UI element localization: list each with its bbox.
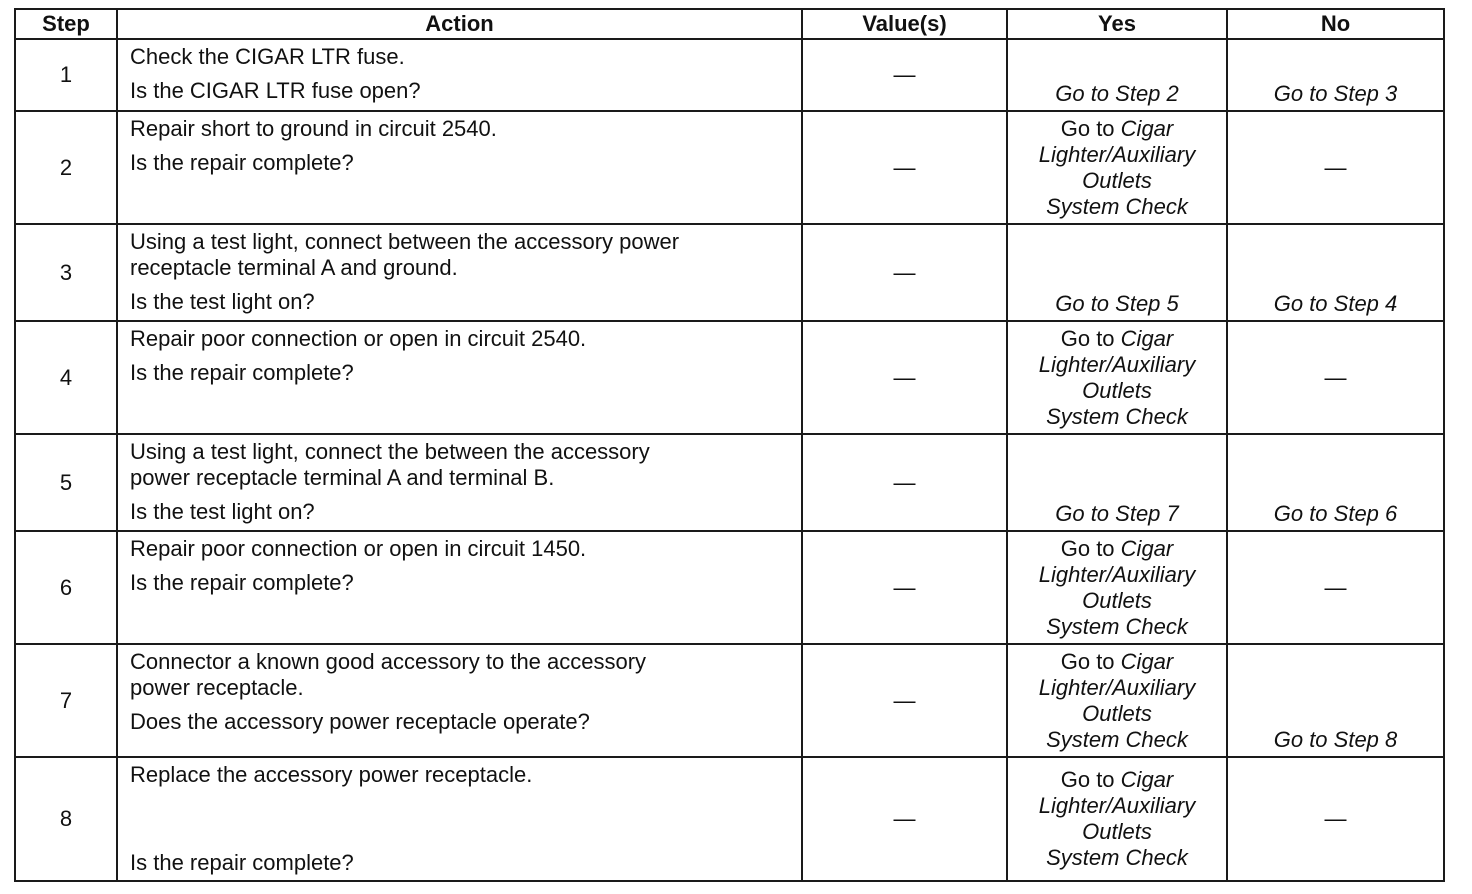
action-question: Is the repair complete? bbox=[130, 150, 354, 175]
action-text: Repair short to ground in circuit 2540. bbox=[130, 116, 497, 141]
check-line-4: System Check bbox=[1046, 845, 1188, 870]
value-cell: — bbox=[802, 224, 1007, 321]
check-line-2: Lighter/Auxiliary bbox=[1038, 141, 1196, 167]
no-cell: — bbox=[1227, 757, 1444, 881]
cigar-word: Cigar bbox=[1120, 767, 1174, 792]
no-cell: — bbox=[1227, 321, 1444, 434]
step-number: 5 bbox=[15, 434, 117, 531]
step-number: 7 bbox=[15, 644, 117, 757]
no-cell bbox=[1227, 39, 1444, 111]
check-line-4: System Check bbox=[1046, 726, 1188, 752]
table-row bbox=[15, 111, 1444, 224]
step-number: 6 bbox=[15, 531, 117, 644]
header-action: Action bbox=[117, 9, 802, 39]
yes-cell bbox=[1007, 644, 1227, 757]
value-cell: — bbox=[802, 644, 1007, 757]
action-text: Repair poor connection or open in circuit 2540. bbox=[130, 326, 587, 351]
action-cell bbox=[117, 757, 802, 881]
step-number: 4 bbox=[15, 321, 117, 434]
yes-cell bbox=[1007, 39, 1227, 111]
action-question: Is the repair complete? bbox=[130, 360, 354, 385]
check-line-3: Outlets bbox=[1082, 377, 1152, 403]
table-row bbox=[15, 531, 1444, 644]
check-line-4: System Check bbox=[1046, 193, 1188, 219]
cigar-word: Cigar bbox=[1120, 115, 1174, 141]
step-number: 8 bbox=[15, 757, 117, 881]
check-line-3: Outlets bbox=[1082, 167, 1152, 193]
go-to-text: Go to bbox=[1060, 767, 1115, 792]
action-question: Does the accessory power receptacle operate? bbox=[130, 709, 590, 734]
yes-link: Go to Step 5 bbox=[1055, 291, 1179, 316]
check-line-2: Lighter/Auxiliary bbox=[1038, 351, 1196, 377]
cigar-word: Cigar bbox=[1120, 535, 1174, 561]
no-link: Go to Step 4 bbox=[1273, 291, 1398, 316]
no-link: Go to Step 6 bbox=[1273, 501, 1398, 526]
action-question: Is the test light on? bbox=[130, 289, 315, 314]
value-cell: — bbox=[802, 321, 1007, 434]
header-no: No bbox=[1227, 9, 1444, 39]
no-cell bbox=[1227, 644, 1444, 757]
action-cell bbox=[117, 531, 802, 644]
yes-cell bbox=[1007, 224, 1227, 321]
check-line-2: Lighter/Auxiliary bbox=[1038, 561, 1196, 587]
action-question: Is the CIGAR LTR fuse open? bbox=[130, 78, 421, 103]
cigar-word: Cigar bbox=[1120, 648, 1174, 674]
header-yes: Yes bbox=[1007, 9, 1227, 39]
header-step: Step bbox=[15, 9, 117, 39]
action-cell bbox=[117, 434, 802, 531]
no-cell: — bbox=[1227, 111, 1444, 224]
action-text: Using a test light, connect between the accessory power bbox=[130, 229, 680, 254]
step-number: 1 bbox=[15, 39, 117, 111]
check-line-3: Outlets bbox=[1082, 819, 1152, 844]
step-number: 2 bbox=[15, 111, 117, 224]
yes-cell bbox=[1007, 757, 1227, 881]
header-row bbox=[15, 9, 1444, 39]
action-text: Using a test light, connect the between the accessory bbox=[130, 439, 650, 464]
value-cell: — bbox=[802, 757, 1007, 881]
no-cell: — bbox=[1227, 531, 1444, 644]
cigar-word: Cigar bbox=[1120, 325, 1174, 351]
action-cell bbox=[117, 224, 802, 321]
go-to-text: Go to bbox=[1060, 115, 1115, 141]
table-row bbox=[15, 321, 1444, 434]
value-cell: — bbox=[802, 111, 1007, 224]
table-row bbox=[15, 757, 1444, 881]
no-link: Go to Step 8 bbox=[1273, 727, 1398, 752]
action-cell bbox=[117, 39, 802, 111]
action-text: Replace the accessory power receptacle. bbox=[130, 762, 533, 787]
action-cell bbox=[117, 644, 802, 757]
yes-cell bbox=[1007, 321, 1227, 434]
action-text: receptacle terminal A and ground. bbox=[130, 255, 458, 280]
table-row bbox=[15, 434, 1444, 531]
action-text: Repair poor connection or open in circuit 1450. bbox=[130, 536, 587, 561]
yes-cell bbox=[1007, 531, 1227, 644]
action-question: Is the repair complete? bbox=[130, 850, 354, 875]
diagnostic-table bbox=[14, 8, 1445, 882]
action-text: power receptacle terminal A and terminal B. bbox=[130, 465, 555, 490]
value-cell: — bbox=[802, 39, 1007, 111]
no-cell bbox=[1227, 224, 1444, 321]
go-to-text: Go to bbox=[1060, 325, 1115, 351]
action-question: Is the repair complete? bbox=[130, 570, 354, 595]
action-text: power receptacle. bbox=[130, 675, 304, 700]
header-values: Value(s) bbox=[802, 9, 1007, 39]
table-row bbox=[15, 644, 1444, 757]
yes-cell bbox=[1007, 434, 1227, 531]
action-text: Connector a known good accessory to the accessory bbox=[130, 649, 647, 674]
table-row bbox=[15, 224, 1444, 321]
value-cell: — bbox=[802, 531, 1007, 644]
go-to-text: Go to bbox=[1060, 535, 1115, 561]
yes-link: Go to Step 2 bbox=[1055, 81, 1179, 106]
check-line-4: System Check bbox=[1046, 613, 1188, 639]
action-cell bbox=[117, 321, 802, 434]
action-cell bbox=[117, 111, 802, 224]
check-line-2: Lighter/Auxiliary bbox=[1038, 793, 1196, 818]
no-link: Go to Step 3 bbox=[1273, 81, 1398, 106]
yes-link: Go to Step 7 bbox=[1055, 501, 1179, 526]
go-to-text: Go to bbox=[1060, 648, 1115, 674]
check-line-2: Lighter/Auxiliary bbox=[1038, 674, 1196, 700]
action-question: Is the test light on? bbox=[130, 499, 315, 524]
no-cell bbox=[1227, 434, 1444, 531]
check-line-3: Outlets bbox=[1082, 587, 1152, 613]
step-number: 3 bbox=[15, 224, 117, 321]
yes-cell bbox=[1007, 111, 1227, 224]
check-line-3: Outlets bbox=[1082, 700, 1152, 726]
value-cell: — bbox=[802, 434, 1007, 531]
table-row bbox=[15, 39, 1444, 111]
action-text: Check the CIGAR LTR fuse. bbox=[130, 44, 405, 69]
check-line-4: System Check bbox=[1046, 403, 1188, 429]
